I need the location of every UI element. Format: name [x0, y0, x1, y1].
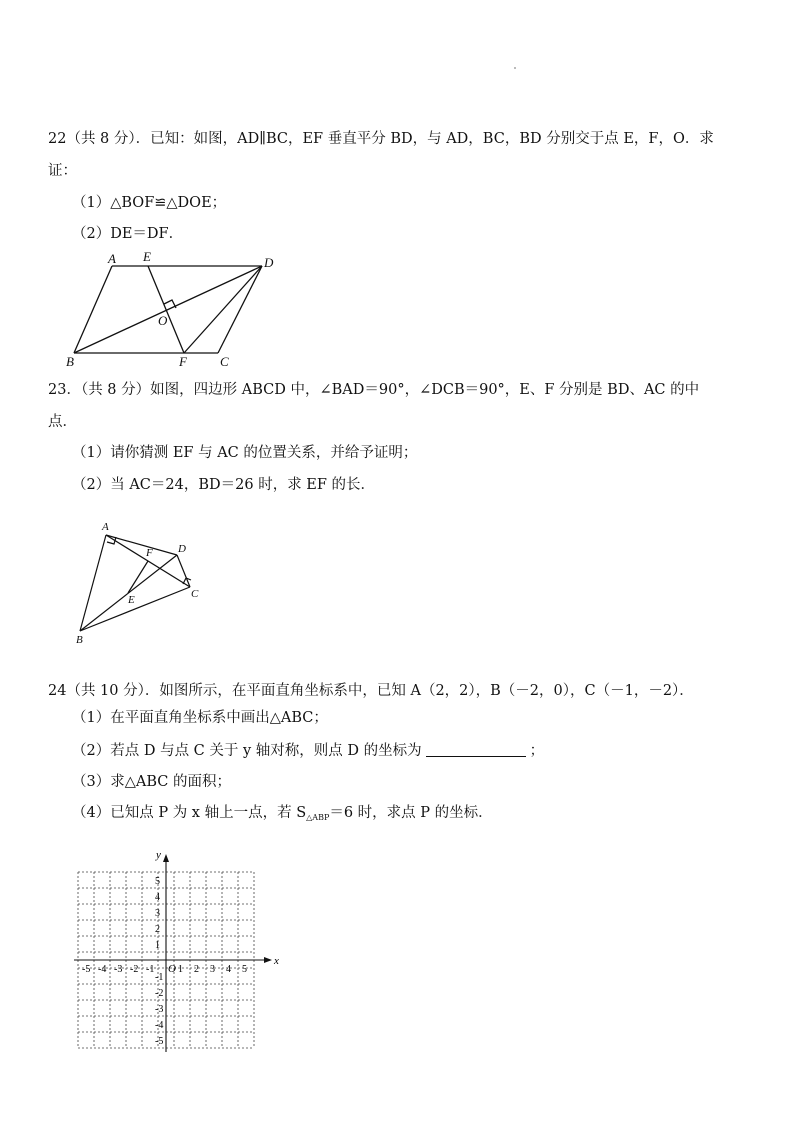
- x-tick-label: 3: [210, 964, 215, 975]
- q22-label-E: E: [143, 249, 151, 264]
- y-axis-arrow: [163, 854, 169, 862]
- x-tick-label: -5: [82, 964, 91, 975]
- q23-label-F: F: [146, 547, 153, 559]
- q22-label-A: A: [108, 251, 116, 266]
- q24-part4-subscript: △ABP: [306, 813, 330, 822]
- q22-label-B: B: [66, 354, 74, 369]
- q23-label-D: D: [178, 543, 186, 555]
- q24-line1: 24（共 10 分）．如图所示，在平面直角坐标系中，已知 A（2，2），B（－2，0），C（－1，－2）．: [48, 683, 694, 699]
- q22-label-D: D: [264, 255, 274, 270]
- q22-part2: （2）DE＝DF．: [72, 226, 184, 242]
- q24-part2-end: ；: [529, 743, 545, 759]
- q23-line1: 23．（共 8 分）如图，四边形 ABCD 中，∠BAD＝90°，∠DCB＝90°，E、F 分别是 BD、AC 的中: [48, 382, 700, 398]
- x-tick-label: -4: [98, 964, 107, 975]
- y-tick-label: 5: [155, 876, 160, 887]
- q22-part1: （1）△BOF≌△DOE；: [72, 195, 227, 211]
- q23-label-A: A: [102, 521, 109, 533]
- x-axis-label: x: [274, 955, 279, 967]
- q23-part1: （1）请你猜测 EF 与 AC 的位置关系，并给予证明；: [72, 445, 418, 461]
- origin-label: O: [168, 963, 176, 975]
- q23-line2: 点．: [48, 414, 77, 430]
- y-tick-label: -4: [155, 1020, 164, 1031]
- q24-part4-end: ＝6 时，求点 P 的坐标．: [329, 805, 493, 821]
- x-tick-label: -2: [130, 964, 139, 975]
- q23-label-E: E: [128, 594, 135, 606]
- q22-label-F: F: [179, 354, 187, 369]
- q23-part2: （2）当 AC＝24，BD＝26 时，求 EF 的长．: [72, 477, 376, 493]
- x-tick-label: 2: [194, 964, 199, 975]
- q22-label-C: C: [220, 354, 229, 369]
- y-tick-label: -1: [155, 972, 164, 983]
- y-tick-label: 1: [155, 940, 160, 951]
- q24-part1: （1）在平面直角坐标系中画出△ABC；: [72, 710, 328, 726]
- x-tick-label: -3: [114, 964, 123, 975]
- q22-line2: 证：: [48, 163, 77, 179]
- x-tick-label: 1: [178, 964, 183, 975]
- q22-label-O: O: [158, 313, 168, 328]
- q24-part2-text: （2）若点 D 与点 C 关于 y 轴对称，则点 D 的坐标为: [72, 743, 422, 759]
- q23-label-B: B: [76, 634, 83, 646]
- q24-part3: （3）求△ABC 的面积；: [72, 774, 231, 790]
- y-tick-label: -2: [155, 988, 164, 999]
- q23-label-C: C: [191, 588, 199, 600]
- x-tick-label: 4: [226, 964, 231, 975]
- x-tick-label: -1: [146, 964, 155, 975]
- y-tick-label: 2: [155, 924, 160, 935]
- q22-line1: 22（共 8 分）．已知：如图，AD∥BC，EF 垂直平分 BD，与 AD，BC，BD 分别交于点 E，F，O．求: [48, 131, 714, 147]
- y-tick-label: -5: [155, 1036, 164, 1047]
- y-tick-label: 4: [155, 892, 160, 903]
- y-tick-label: -3: [155, 1004, 164, 1015]
- y-axis-label: y: [156, 849, 161, 861]
- x-axis-arrow: [264, 957, 272, 963]
- y-tick-label: 3: [155, 908, 160, 919]
- x-tick-label: 5: [242, 964, 247, 975]
- q24-part4-text: （4）已知点 P 为 x 轴上一点，若 S: [72, 805, 307, 821]
